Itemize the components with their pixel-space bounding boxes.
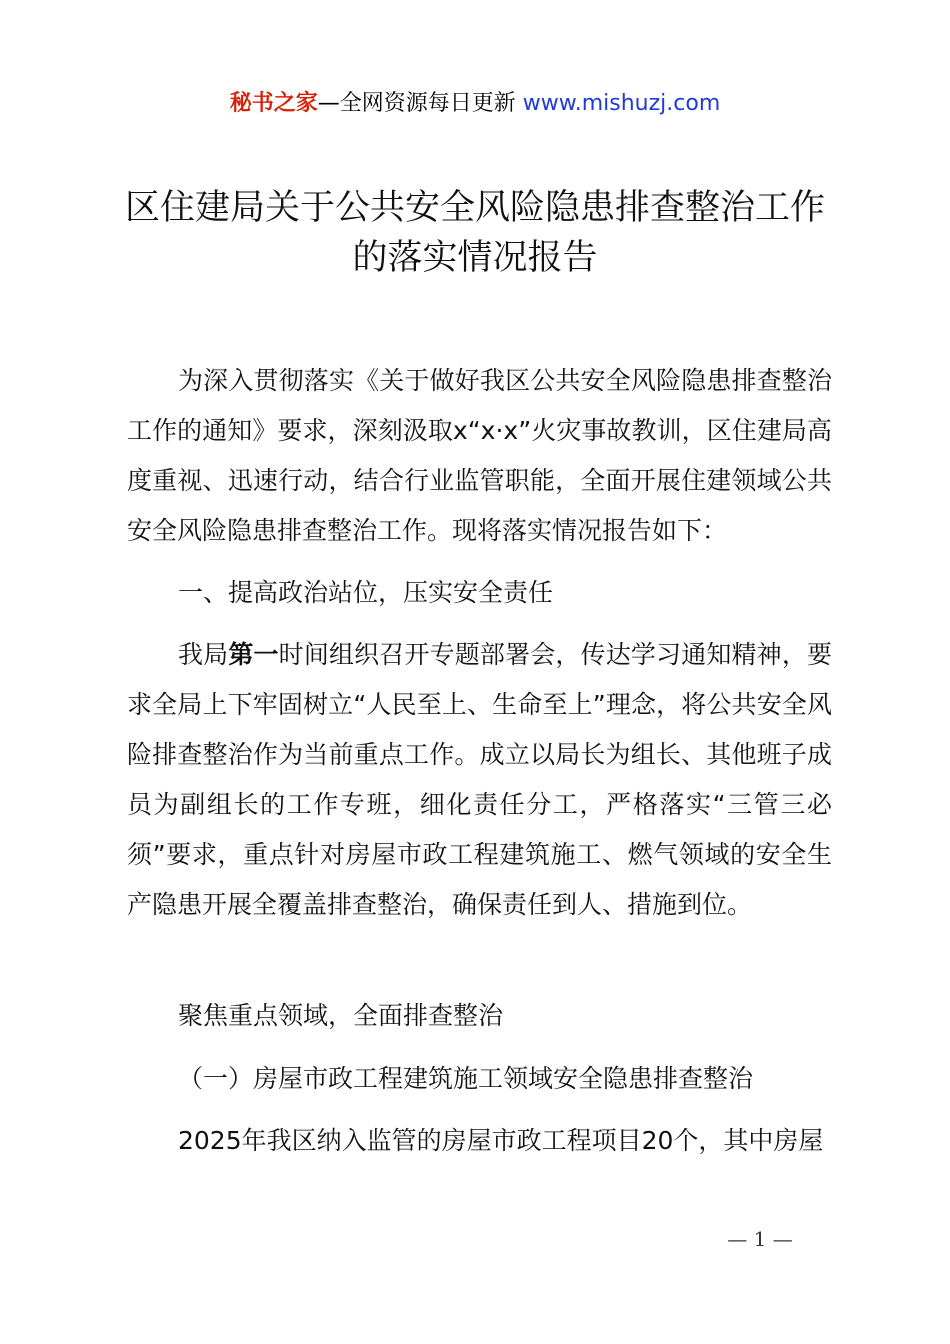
section-1-paragraph-rest: 时间组织召开专题部署会，传达学习通知精神，要求全局上下牢固树立“人民至上、生命至上”理念，将公共安全风险排查整治作为当前重点工作。成立以局长为组长、其他班子成员为副组长的工作专班，细化责任分工，严格落实“三管三必须”要求，重点针对房屋市政工程建筑施工、燃气领域的安全生产隐患开展全覆盖排查整治，确保责任到人、措施到位。 xyxy=(127,640,832,919)
subsection-1-paragraph: 2025年我区纳入监管的房屋市政工程项目20个，其中房屋 xyxy=(178,1126,824,1155)
site-banner xyxy=(0,86,950,122)
page-number: — 1 — xyxy=(727,1227,793,1251)
brand-name: 秘书之家 xyxy=(229,91,318,116)
section-2-heading: 聚焦重点领域，全面排查整治 xyxy=(178,1001,504,1030)
banner-tagline: —全网资源每日更新 xyxy=(317,91,523,116)
section-1-paragraph-prefix: 我局 xyxy=(178,640,229,669)
intro-paragraph: 为深入贯彻落实《关于做好我区公共安全风险隐患排查整治工作的通知》要求，深刻汲取x“x·x”火灾事故教训，区住建局高度重视、迅速行动，结合行业监管职能，全面开展住建领域公共安全风险隐患排查整治工作。现将落实情况报告如下： xyxy=(127,366,832,545)
site-url-link[interactable]: www.mishuzj.com xyxy=(522,91,721,116)
section-1-heading: 一、提高政治站位，压实安全责任 xyxy=(178,578,554,607)
section-1-paragraph-bold: 第一 xyxy=(228,640,279,669)
document-title-line-2: 的落实情况报告 xyxy=(352,238,598,278)
section-1-paragraph xyxy=(127,630,832,930)
document-title-line-1: 区住建局关于公共安全风险隐患排查整治工作 xyxy=(124,188,825,228)
subsection-1-heading: （一）房屋市政工程建筑施工领域安全隐患排查整治 xyxy=(178,1064,754,1093)
